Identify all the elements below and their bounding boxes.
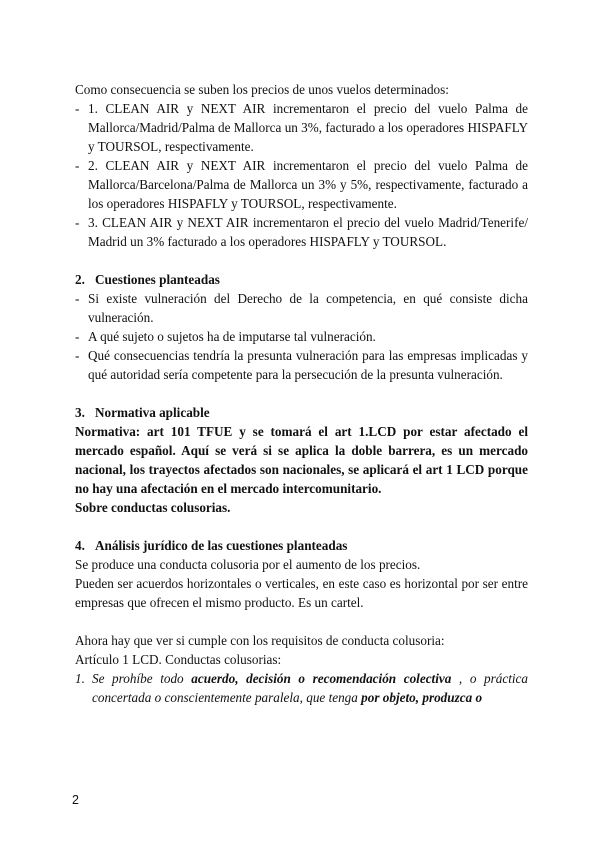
flight-text: 2. CLEAN AIR y NEXT AIR incrementaron el precio del vuelo Palma de Mallorca/Barcelona/Palma de Mallorca un 3% y 5%, respectivamente, facturado a los operadores HISPAFLY y TOURSOL, respectivamente. [88,158,528,211]
section-title: Cuestiones planteadas [95,272,220,287]
flight-text: 3. CLEAN AIR y NEXT AIR incrementaron el precio del vuelo Madrid/Tenerife/ Madrid un 3% facturado a los operadores HISPAFLY y TOURSOL. [88,215,528,249]
article-bold-1: acuerdo, decisión o recomendación colectiva [191,671,452,686]
article-text-1: Se prohíbe todo [92,671,192,686]
flight-item-2 [75,156,528,213]
conductas-line: Sobre conductas colusorias. [75,500,231,515]
section-title: Análisis jurídico de las cuestiones planteadas [95,538,348,553]
article-reference: Artículo 1 LCD. Conductas colusorias: [75,652,282,667]
section-number: 3. [75,405,85,420]
question-item-1 [75,289,528,327]
intro-paragraph: Como consecuencia se suben los precios de unos vuelos determinados: [75,82,449,97]
section-number: 4. [75,538,85,553]
section-number: 2. [75,272,85,287]
flight-item-1 [75,99,528,156]
question-item-3 [75,346,528,384]
bullet-dash: - [75,158,80,173]
analysis-paragraph-1: Se produce una conducta colusoria por el aumento de los precios. [75,557,421,572]
page-number: 2 [72,793,79,807]
bullet-dash: - [75,329,80,344]
question-text: A qué sujeto o sujetos ha de imputarse tal vulneración. [88,329,376,344]
section-2-heading [75,270,528,289]
normativa-paragraph: Normativa: art 101 TFUE y se tomará el art 1.LCD por estar afectado el mercado español. Aquí se verá si se aplica la doble barrera, es un mercado nacional, los trayectos afectados son nacionales, se aplicará el art 1 LCD porque no hay una afectación en el mercado intercomunitario. [75,424,528,496]
article-text-2: , o práctica concertada o conscientemente paralela, que tenga [92,671,528,705]
question-text: Si existe vulneración del Derecho de la competencia, en qué consiste dicha vulneración. [88,291,528,325]
flight-item-3 [75,213,528,251]
section-3-heading [75,403,528,422]
document-body [75,80,528,707]
section-4-heading [75,536,528,555]
article-item-number: 1. [75,671,85,686]
analysis-paragraph-2: Pueden ser acuerdos horizontales o verticales, en este caso es horizontal por ser entre empresas que ofrecen el mismo producto. Es un cartel. [75,576,528,610]
bullet-dash: - [75,291,80,306]
section-title: Normativa aplicable [95,405,210,420]
flight-text: 1. CLEAN AIR y NEXT AIR incrementaron el precio del vuelo Palma de Mallorca/Madrid/Palma de Mallorca un 3%, facturado a los operadores HISPAFLY y TOURSOL, respectivamente. [88,101,528,154]
bullet-dash: - [75,101,80,116]
question-text: Qué consecuencias tendría la presunta vulneración para las empresas implicadas y qué autoridad sería competente para la persecución de la presunta vulneración. [88,348,528,382]
bullet-dash: - [75,348,80,363]
question-item-2 [75,327,528,346]
bullet-dash: - [75,215,80,230]
article-item-1 [75,669,528,707]
article-bold-2: por objeto, produzca o [361,690,483,705]
analysis-paragraph-3: Ahora hay que ver si cumple con los requisitos de conducta colusoria: [75,633,445,648]
